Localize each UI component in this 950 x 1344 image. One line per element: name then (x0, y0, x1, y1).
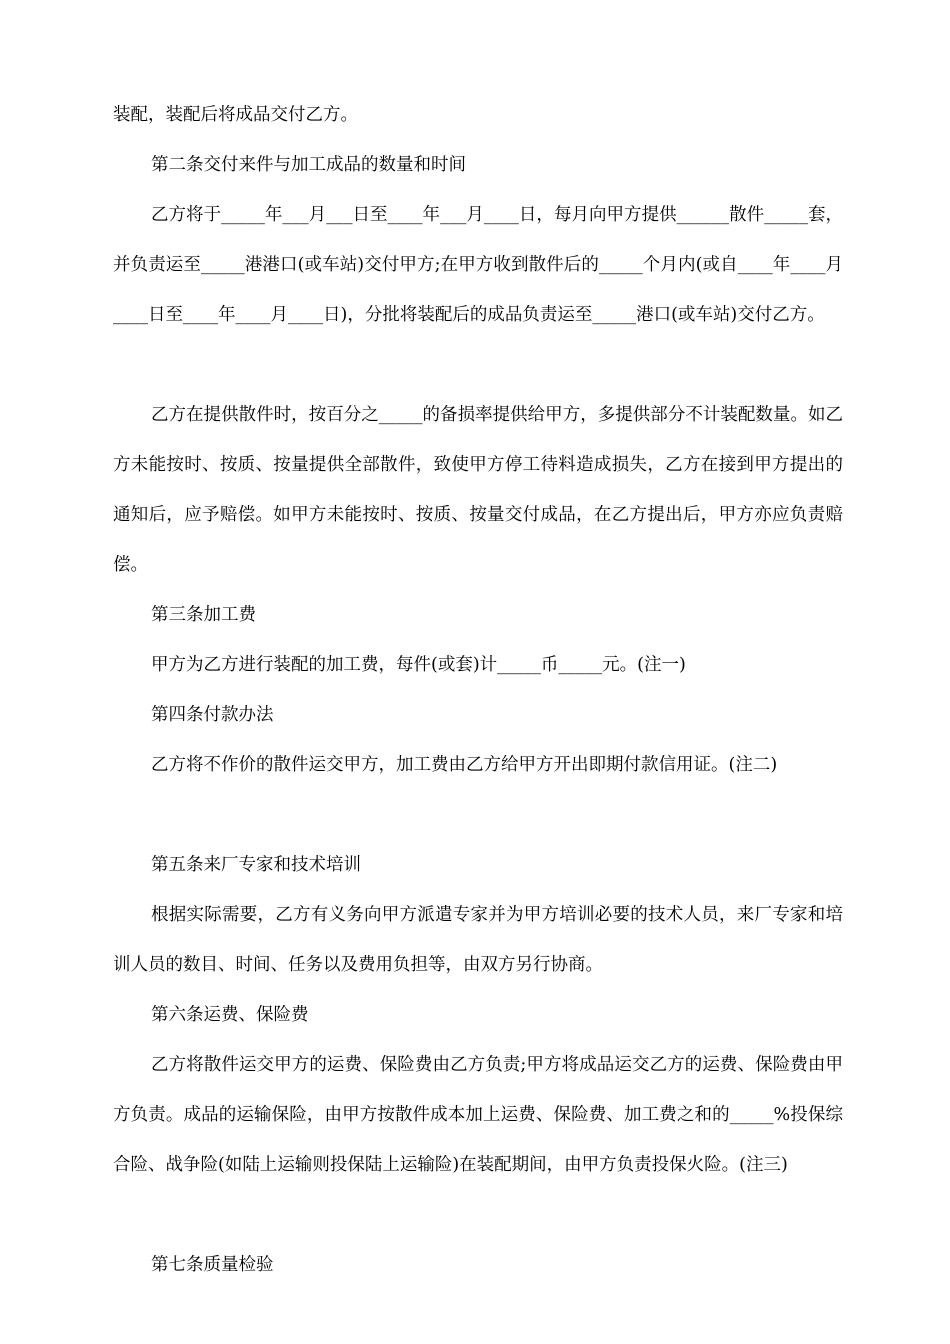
article-2-paragraph-2: 乙方在提供散件时，按百分之_____的备损率提供给甲方，多提供部分不计装配数量。如乙方未能按时、按质、按量提供全部散件，致使甲方停工待料造成损失，乙方在接到甲方提出的通知后，应予赔偿。如甲方未能按时、按质、按量交付成品，在乙方提出后，甲方亦应负责赔偿。 (113, 405, 843, 575)
article-5-heading: 第五条来厂专家和技术培训 (151, 855, 361, 875)
article-6-paragraph: 乙方将散件运交甲方的运费、保险费由乙方负责;甲方将成品运交乙方的运费、保险费由甲方负责。成品的运输保险，由甲方按散件成本加上运费、保险费、加工费之和的_____%投保综合险、战争险(如陆上运输则投保陆上运输险)在装配期间，由甲方负责投保火险。(注三) (113, 1055, 843, 1175)
article-3-heading: 第三条加工费 (151, 605, 256, 625)
article-2-heading: 第二条交付来件与加工成品的数量和时间 (151, 155, 466, 175)
article-4-heading: 第四条付款办法 (151, 705, 274, 725)
article-5-paragraph: 根据实际需要，乙方有义务向甲方派遣专家并为甲方培训必要的技术人员，来厂专家和培训人员的数目、时间、任务以及费用负担等，由双方另行协商。 (113, 905, 843, 975)
article-3-paragraph: 甲方为乙方进行装配的加工费，每件(或套)计_____币_____元。(注一) (151, 655, 686, 675)
paragraph-continuation: 装配，装配后将成品交付乙方。 (113, 105, 358, 125)
article-7-heading: 第七条质量检验 (151, 1255, 274, 1275)
article-6-heading: 第六条运费、保险费 (151, 1005, 309, 1025)
article-4-paragraph: 乙方将不作价的散件运交甲方，加工费由乙方给甲方开出即期付款信用证。(注二) (151, 755, 778, 775)
article-2-paragraph-1: 乙方将于_____年___月___日至____年___月____日，每月向甲方提供______散件_____套，并负责运至_____港港口(或车站)交付甲方;在甲方收到散件后的_____个月内(或自____年____月____日至____年____月____日)，分批将装配后的成品负责运至_____港口(或车站)交付乙方。 (113, 205, 843, 325)
